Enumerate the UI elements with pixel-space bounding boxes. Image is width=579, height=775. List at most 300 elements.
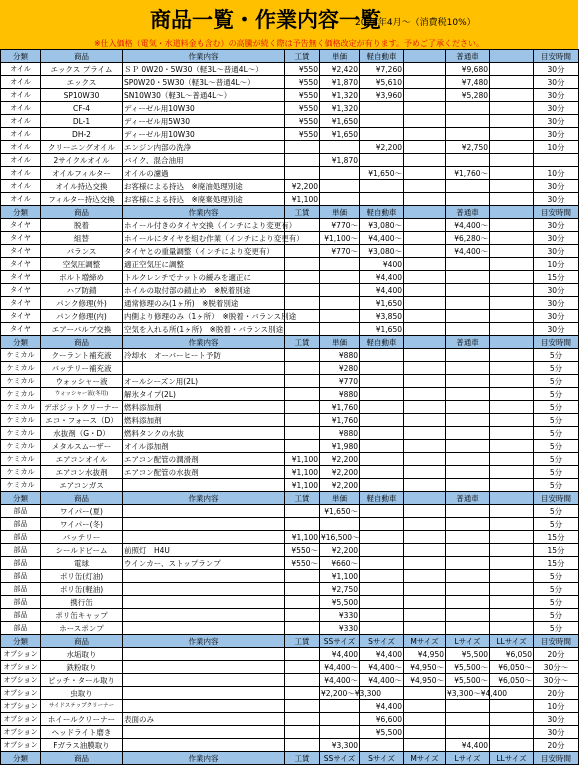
table-cell: トルクレンチでナットの緩みを適正に — [123, 271, 285, 284]
header-cell: 単価 — [320, 336, 360, 349]
table-cell: ¥2,200 — [360, 141, 404, 154]
table-cell: エックス — [41, 76, 123, 89]
table-cell: エックス プライム — [41, 63, 123, 76]
table-cell: ¥6,280～ — [446, 232, 490, 245]
table-cell — [320, 323, 360, 336]
header-cell — [490, 492, 534, 505]
table-cell — [490, 557, 534, 570]
table-cell: ケミカル — [1, 427, 41, 440]
table-cell — [360, 440, 404, 453]
table-row — [1, 674, 579, 687]
table-cell: パンク修理(外) — [41, 297, 123, 310]
table-cell — [404, 596, 446, 609]
table-cell — [490, 128, 534, 141]
header-cell: 工賃 — [285, 206, 320, 219]
table-cell — [490, 258, 534, 271]
table-cell: 30分 — [534, 89, 579, 102]
table-cell — [446, 284, 490, 297]
header-cell: Lサイズ — [446, 752, 490, 765]
table-cell: 5分 — [534, 453, 579, 466]
table-cell: ¥1,760 — [320, 414, 360, 427]
table-cell — [123, 479, 285, 492]
table-cell — [404, 583, 446, 596]
table-cell — [123, 596, 285, 609]
table-cell: 冷却水 オーバーヒート予防 — [123, 349, 285, 362]
table-cell — [360, 401, 404, 414]
table-cell — [360, 453, 404, 466]
table-cell — [320, 310, 360, 323]
table-row — [1, 531, 579, 544]
table-cell — [285, 518, 320, 531]
table-cell: オイル添加剤 — [123, 440, 285, 453]
table-cell: ケミカル — [1, 362, 41, 375]
header-cell: 目安時間 — [534, 492, 579, 505]
table-cell: 水垢取り — [41, 648, 123, 661]
table-row — [1, 453, 579, 466]
table-cell: 5分 — [534, 440, 579, 453]
table-cell: 部品 — [1, 505, 41, 518]
header-cell: Lサイズ — [446, 635, 490, 648]
table-cell — [320, 700, 360, 713]
table-cell: 30分 — [534, 323, 579, 336]
table-row — [1, 63, 579, 76]
table-cell: ポリ缶キャップ — [41, 609, 123, 622]
table-cell: 通常修理のみ(1ヶ所) ※脱着別途 — [123, 297, 285, 310]
table-cell — [320, 518, 360, 531]
table-cell: バッテリー — [41, 531, 123, 544]
table-cell: ¥3,080～ — [360, 245, 404, 258]
table-cell — [404, 323, 446, 336]
table-cell — [490, 609, 534, 622]
table-cell — [446, 427, 490, 440]
table-cell: ディーゼル用10W30 — [123, 102, 285, 115]
table-cell: タイヤ — [1, 297, 41, 310]
table-cell — [404, 102, 446, 115]
table-row — [1, 401, 579, 414]
table-cell — [285, 648, 320, 661]
table-cell — [490, 414, 534, 427]
table-cell — [285, 323, 320, 336]
table-row — [1, 466, 579, 479]
header-cell: 商品 — [41, 752, 123, 765]
table-cell — [446, 414, 490, 427]
table-cell — [404, 414, 446, 427]
table-cell — [490, 388, 534, 401]
table-cell — [320, 167, 360, 180]
table-cell — [404, 271, 446, 284]
table-cell — [320, 713, 360, 726]
table-cell — [320, 284, 360, 297]
table-cell — [285, 622, 320, 635]
table-cell: ¥880 — [320, 388, 360, 401]
table-cell — [490, 154, 534, 167]
table-cell: オプション — [1, 687, 41, 700]
table-cell: ¥1,650 — [320, 128, 360, 141]
table-cell: ¥4,950～ — [404, 661, 446, 674]
table-cell: 30分 — [534, 232, 579, 245]
table-cell — [285, 271, 320, 284]
table-cell — [123, 739, 285, 752]
page-title: 商品一覧・作業内容一覧 — [150, 8, 381, 32]
table-row — [1, 557, 579, 570]
table-cell: オプション — [1, 739, 41, 752]
table-cell: バランス — [41, 245, 123, 258]
table-cell: ¥1,100 — [320, 570, 360, 583]
table-cell: ポリ缶(灯油) — [41, 570, 123, 583]
table-cell: ケミカル — [1, 414, 41, 427]
table-cell — [490, 479, 534, 492]
header-cell: 作業内容 — [123, 50, 285, 63]
header-cell: 工賃 — [285, 752, 320, 765]
table-cell — [285, 596, 320, 609]
table-row — [1, 661, 579, 674]
table-cell — [285, 661, 320, 674]
table-cell — [123, 518, 285, 531]
header-cell — [404, 336, 446, 349]
table-cell — [490, 362, 534, 375]
table-cell — [320, 193, 360, 206]
table-row — [1, 349, 579, 362]
table-cell — [490, 271, 534, 284]
table-cell — [490, 349, 534, 362]
table-cell — [123, 648, 285, 661]
table-cell: ケミカル — [1, 401, 41, 414]
table-cell — [404, 245, 446, 258]
table-cell: ¥4,400～ — [446, 219, 490, 232]
table-cell — [285, 505, 320, 518]
table-cell — [490, 89, 534, 102]
table-cell: ¥1,870 — [320, 76, 360, 89]
table-cell: ケミカル — [1, 440, 41, 453]
header-cell — [404, 206, 446, 219]
table-cell — [446, 583, 490, 596]
table-cell — [404, 739, 446, 752]
header-cell: 分類 — [1, 50, 41, 63]
table-row — [1, 232, 579, 245]
table-cell: 前照灯 H4U — [123, 544, 285, 557]
table-cell: 内側より修理のみ（1ヶ所） ※脱着・バランス別途 — [124, 311, 297, 321]
header-cell: LLサイズ — [490, 752, 534, 765]
table-cell: ¥770 — [320, 375, 360, 388]
table-cell: 5分 — [534, 609, 579, 622]
table-cell: ウォッシャー液 — [41, 375, 123, 388]
header-cell: Mサイズ — [404, 635, 446, 648]
table-cell — [446, 193, 490, 206]
header-cell: 分類 — [1, 635, 41, 648]
table-cell: ¥330 — [320, 622, 360, 635]
table-cell — [285, 570, 320, 583]
table-cell — [404, 479, 446, 492]
table-row — [1, 219, 579, 232]
table-cell: 30分 — [534, 76, 579, 89]
table-cell: オプション — [1, 700, 41, 713]
table-cell: ¥2,420 — [320, 63, 360, 76]
table-cell: エコ・フォース（D） — [41, 414, 123, 427]
table-cell — [490, 401, 534, 414]
table-cell — [446, 271, 490, 284]
table-cell — [123, 362, 285, 375]
table-cell: SN10W30（軽3L～普通4L～） — [123, 89, 285, 102]
table-row — [1, 596, 579, 609]
table-cell — [123, 622, 285, 635]
table-cell: 5分 — [534, 505, 579, 518]
table-cell: ¥550～ — [285, 544, 320, 557]
table-cell — [490, 427, 534, 440]
header-cell: 作業内容 — [123, 635, 285, 648]
table-cell — [285, 687, 320, 700]
table-cell — [490, 713, 534, 726]
header-cell: 分類 — [1, 336, 41, 349]
table-cell — [123, 531, 285, 544]
table-cell: エアコンオイル — [41, 453, 123, 466]
table-cell — [404, 76, 446, 89]
table-cell — [490, 76, 534, 89]
table-cell: オールシーズン用(2L) — [123, 375, 285, 388]
table-cell: エアコン配管の潤滑剤 — [123, 453, 285, 466]
table-row — [1, 128, 579, 141]
table-cell: タイヤ — [1, 245, 41, 258]
table-cell — [285, 583, 320, 596]
table-cell — [490, 596, 534, 609]
table-cell — [285, 440, 320, 453]
table-row — [1, 362, 579, 375]
table-cell: 部品 — [1, 518, 41, 531]
table-cell: エアコン配管の水抜剤 — [123, 466, 285, 479]
table-cell: オイル — [1, 154, 41, 167]
table-cell: 5分 — [534, 518, 579, 531]
table-cell: 空気を入れる所(1ヶ所) ※脱着・バランス別途 — [124, 324, 284, 334]
header-cell — [404, 492, 446, 505]
table-cell: ¥6,050～ — [490, 661, 534, 674]
table-cell — [285, 609, 320, 622]
table-row — [1, 505, 579, 518]
table-cell — [404, 609, 446, 622]
table-cell — [446, 362, 490, 375]
table-cell: 20分 — [534, 687, 579, 700]
table-cell: サイドステップクリーナー — [41, 700, 123, 713]
table-cell — [404, 466, 446, 479]
table-cell: ホイールクリーナー — [41, 713, 123, 726]
table-cell: ウォッシャー液(冬用) — [41, 388, 123, 401]
table-cell: ¥5,500～ — [446, 661, 490, 674]
header-cell: 目安時間 — [534, 206, 579, 219]
table-cell: 5分 — [534, 375, 579, 388]
table-cell — [446, 310, 490, 323]
table-cell: 部品 — [1, 570, 41, 583]
table-cell — [446, 531, 490, 544]
table-cell — [360, 115, 404, 128]
table-cell — [285, 414, 320, 427]
table-cell: 30分 — [534, 115, 579, 128]
table-cell — [404, 531, 446, 544]
table-cell — [404, 180, 446, 193]
table-cell — [446, 258, 490, 271]
table-cell: ハブ防錆 — [41, 284, 123, 297]
table-cell — [123, 661, 285, 674]
table-cell — [446, 297, 490, 310]
table-cell: ¥4,950～ — [404, 674, 446, 687]
table-cell — [285, 167, 320, 180]
table-row — [1, 427, 579, 440]
table-cell: 空気圧調整 — [41, 258, 123, 271]
table-cell — [360, 544, 404, 557]
table-cell — [360, 180, 404, 193]
table-cell: ¥660～ — [320, 557, 360, 570]
table-cell: 脱着 — [41, 219, 123, 232]
table-row — [1, 310, 579, 323]
table-cell: ¥7,260 — [360, 63, 404, 76]
table-cell: タイヤ — [1, 284, 41, 297]
table-cell — [285, 297, 320, 310]
table-cell — [285, 739, 320, 752]
table-cell: 30分 — [534, 726, 579, 739]
table-cell: ¥550 — [285, 115, 320, 128]
table-cell: ¥1,870 — [320, 154, 360, 167]
table-cell: ¥330 — [320, 609, 360, 622]
header-cell: 作業内容 — [123, 752, 285, 765]
table-cell: ¥4,400～ — [446, 245, 490, 258]
table-cell: ボルト増締め — [41, 271, 123, 284]
header-cell: 分類 — [1, 752, 41, 765]
header-cell: 普通車 — [446, 336, 490, 349]
table-cell — [446, 479, 490, 492]
table-cell — [404, 505, 446, 518]
table-cell — [404, 154, 446, 167]
table-cell — [446, 349, 490, 362]
table-cell: ¥5,280 — [446, 89, 490, 102]
table-cell — [404, 167, 446, 180]
table-cell — [446, 440, 490, 453]
table-cell: タイヤとの重量調整（インチにより変更有） — [123, 245, 285, 258]
table-cell: オイル — [1, 115, 41, 128]
table-cell: ¥2,200 — [320, 479, 360, 492]
table-cell — [446, 596, 490, 609]
table-cell — [490, 297, 534, 310]
table-cell: ¥280 — [320, 362, 360, 375]
table-cell — [490, 544, 534, 557]
table-cell: メタルスムーザー — [41, 440, 123, 453]
table-cell — [446, 102, 490, 115]
table-cell — [360, 531, 404, 544]
table-cell: 30分 — [534, 245, 579, 258]
table-cell: タイヤ — [1, 219, 41, 232]
table-cell: ¥1,760～ — [446, 167, 490, 180]
table-cell — [320, 258, 360, 271]
table-cell — [404, 726, 446, 739]
table-cell: オイル — [1, 128, 41, 141]
table-cell — [446, 375, 490, 388]
table-cell: ¥4,400 — [360, 284, 404, 297]
table-cell — [446, 726, 490, 739]
table-cell — [490, 622, 534, 635]
table-row — [1, 700, 579, 713]
table-cell — [360, 466, 404, 479]
table-cell: ¥770～ — [320, 245, 360, 258]
table-cell: エアコンガス — [41, 479, 123, 492]
table-cell: 10分 — [534, 167, 579, 180]
table-cell: ¥5,500 — [446, 648, 490, 661]
table-row — [1, 388, 579, 401]
table-cell — [360, 362, 404, 375]
table-cell: ケミカル — [1, 349, 41, 362]
header-cell: SSサイズ — [320, 752, 360, 765]
header-cell — [404, 50, 446, 63]
header-cell: 工賃 — [285, 492, 320, 505]
header-cell — [490, 206, 534, 219]
table-cell: 15分 — [534, 271, 579, 284]
table-cell: ¥6,050 — [490, 648, 534, 661]
table-cell: 15分 — [534, 544, 579, 557]
table-cell: ケミカル — [1, 388, 41, 401]
table-cell: オイル — [1, 141, 41, 154]
table-cell — [404, 232, 446, 245]
table-cell — [360, 518, 404, 531]
header-cell: LLサイズ — [490, 635, 534, 648]
table-cell: ¥5,500～ — [446, 674, 490, 687]
table-cell — [446, 557, 490, 570]
table-cell: 30分 — [534, 297, 579, 310]
table-cell: 30分 — [534, 102, 579, 115]
table-cell: ¥550 — [285, 63, 320, 76]
table-cell: エアコン水抜剤 — [41, 466, 123, 479]
table-cell — [446, 544, 490, 557]
table-cell: ホイルの取付部の錆止め ※脱着別途 — [123, 284, 285, 297]
table-cell — [490, 700, 534, 713]
table-cell: ¥1,320 — [320, 102, 360, 115]
table-cell: 部品 — [1, 544, 41, 557]
table-cell: ¥3,300 — [320, 739, 360, 752]
table-cell — [404, 544, 446, 557]
table-cell — [360, 375, 404, 388]
table-cell — [360, 128, 404, 141]
table-row — [1, 89, 579, 102]
header-cell: 商品 — [41, 635, 123, 648]
table-cell: 鉄粉取り — [41, 661, 123, 674]
table-cell: 解氷タイプ(2L) — [123, 388, 285, 401]
header-cell: 商品 — [41, 50, 123, 63]
table-row — [1, 739, 579, 752]
table-cell — [123, 505, 285, 518]
header-cell: 分類 — [1, 206, 41, 219]
table-cell — [490, 323, 534, 336]
table-cell: 携行缶 — [41, 596, 123, 609]
header-cell: 工賃 — [285, 336, 320, 349]
table-cell — [490, 570, 534, 583]
table-cell: オプション — [1, 648, 41, 661]
header-cell: 単価 — [320, 492, 360, 505]
table-cell — [360, 102, 404, 115]
table-cell: エンジン内部の洗浄 — [123, 141, 285, 154]
table-cell: 10分 — [534, 700, 579, 713]
table-cell: ケミカル — [1, 375, 41, 388]
table-cell: ¥16,500～ — [321, 532, 360, 542]
table-cell: 30分 — [534, 193, 579, 206]
table-cell: ¥550 — [285, 102, 320, 115]
table-cell: ディーゼル用5W30 — [123, 115, 285, 128]
table-row — [1, 713, 579, 726]
table-cell — [285, 284, 320, 297]
table-row — [1, 414, 579, 427]
table-cell — [360, 505, 404, 518]
table-cell: ¥1,650 — [320, 115, 360, 128]
table-cell — [490, 375, 534, 388]
table-cell — [490, 518, 534, 531]
table-cell: DH-2 — [41, 128, 123, 141]
table-cell — [446, 505, 490, 518]
table-cell: ディーゼル用10W30 — [123, 128, 285, 141]
table-cell: 燃料タンクの水抜 — [123, 427, 285, 440]
table-cell — [446, 453, 490, 466]
